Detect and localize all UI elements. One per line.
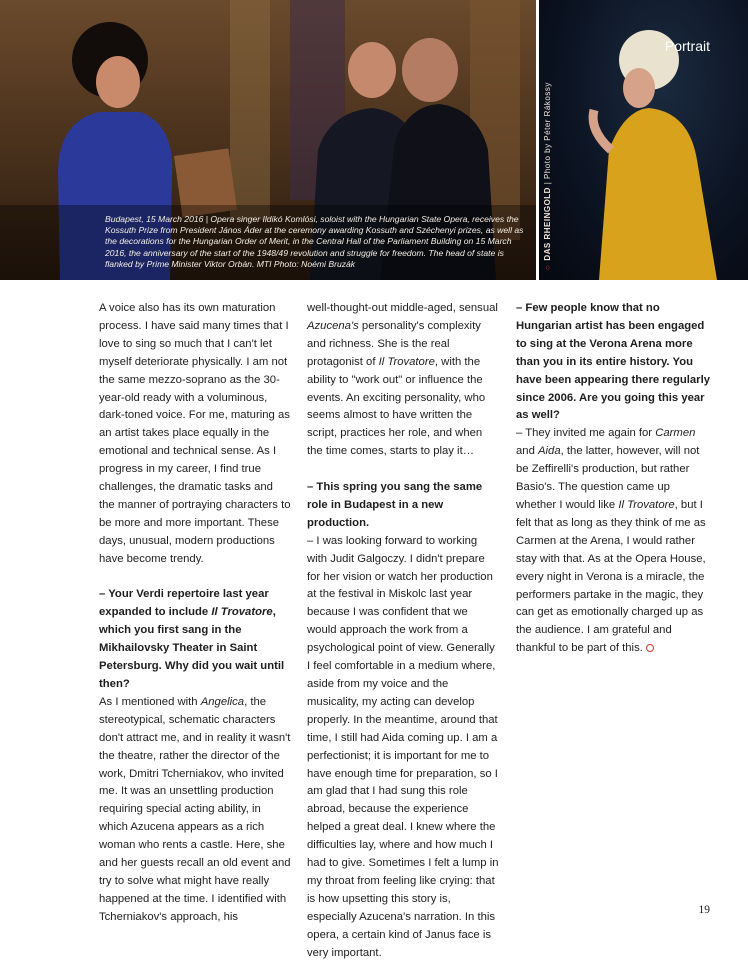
interview-answer: – They invited me again for Carmen and Aida, the latter, however, will not be Zeffirelli's production, but rather Basio's. The question came up whether I would like Il Trovatore, but I felt that as long as they think of me as Carmen at the Arena, I would rather stay with that. As at the Opera House, every night in Verona is a miracle, the performers partake in the magic, they can get as emotionally charged up as the audience. I am grateful and thankful to be part of this. [516,427,706,655]
interview-question: – Few people know that no Hungarian artist has been engaged to sing at the Verona Arena more than you in its entire history. You have been appearing there regularly since 2006. Are you going this year as well? [516,302,710,422]
credit-photographer: | Photo by Péter Rákossy [543,82,552,185]
text-column-3 [516,300,710,658]
photo-caption: Budapest, 15 March 2016 | Opera singer Ildikó Komlósi, soloist with the Hungarian State Opera, receives the Kossuth Prize from President János Áder at the ceremony awarding Kossuth and Széchenyi prizes, as well as the decorations for the Hungarian Order of Merit, in the Central Hall of the Parliament Building on 15 March 2016, the anniversary of the start of the 1948/49 revolution and struggle for freedom. The head of state is flanked by Prime Minister Viktor Orbán. MTI Photo: Noémi Bruzák [105,214,524,269]
text-column-2 [307,300,500,963]
credit-title: DAS RHEINGOLD [543,187,552,261]
end-mark-icon [646,644,654,652]
interview-answer: – I was looking forward to working with Judit Galgoczy. I didn't prepare for her vision or watch her production at the festival in Miskolc last year because I was confident that we would approach the work from a psychological point of view. Generally I feel comfortable in a medium where, aside from my voice and the musicality, my acting can develop properly. In the meantime, around that time, I still had Aida coming up. I am a perfectionist; it is important for me to have enough time for preparation, so I am glad that I had sung this role abroad, because the experience helped a great deal. I knew where the difficulties lay, where and how much I had to give. Sometimes I felt a lump in my throat from feeling like crying: that is how upsetting this story is, especially Azucena's narration. In this opera, a certain kind of Janus face is very important. [307,534,499,959]
paragraph: A voice also has its own maturation process. I have said many times that I love to sing so much that I can't let myself deteriorate physically. I am not the same mezzo-soprano as the 30-year-old ready with a voluminous, dark-toned voice. For me, maturing as an artist takes place equally in the emotional and technical sense. As I progress in my career, I find true challenges, the dramatic tasks and the manner of portraying characters to be more and more important. These days, unusual, modern productions have become trendy. [99,302,291,565]
photo-credit [543,82,552,270]
interview-question: – This spring you sang the same role in Budapest in a new production. [307,481,483,529]
award-ceremony-photo [0,0,536,280]
interview-answer: As I mentioned with Angelica, the stereotypical, schematic characters don't attract me, and in reality it wasn't the theatre, rather the director of the work, Dmitri Tcherniakov, who invited me. It was an unsettling production requiring special acting ability, in which Azucena appears as a rich woman who rents a castle. Here, she and her guests recall an old event and try to solve what might have really happened at the time. I identified with Tcherniakov's approach, his [99,695,291,923]
section-label: Portrait [664,38,710,54]
text-column-1 [99,300,291,927]
interview-question: – Your Verdi repertoire last year expanded to include Il Trovatore, which you first sang in the Mikhailovsky Theater in Saint Petersburg. Why did you wait until then? [99,588,285,691]
performer-illustration [539,0,748,280]
das-rheingold-photo [539,0,748,280]
paragraph: well-thought-out middle-aged, sensual Azucena's personality's complexity and richness. She is the real protagonist of Il Trovatore, with the ability to "work out" or influence the events. An exciting personality, who seems almost to have written the script, practices her role, and when the time comes, starts to play it… [307,302,498,458]
credit-bullet-icon: ○ [543,264,552,270]
page-number: 19 [698,904,710,916]
